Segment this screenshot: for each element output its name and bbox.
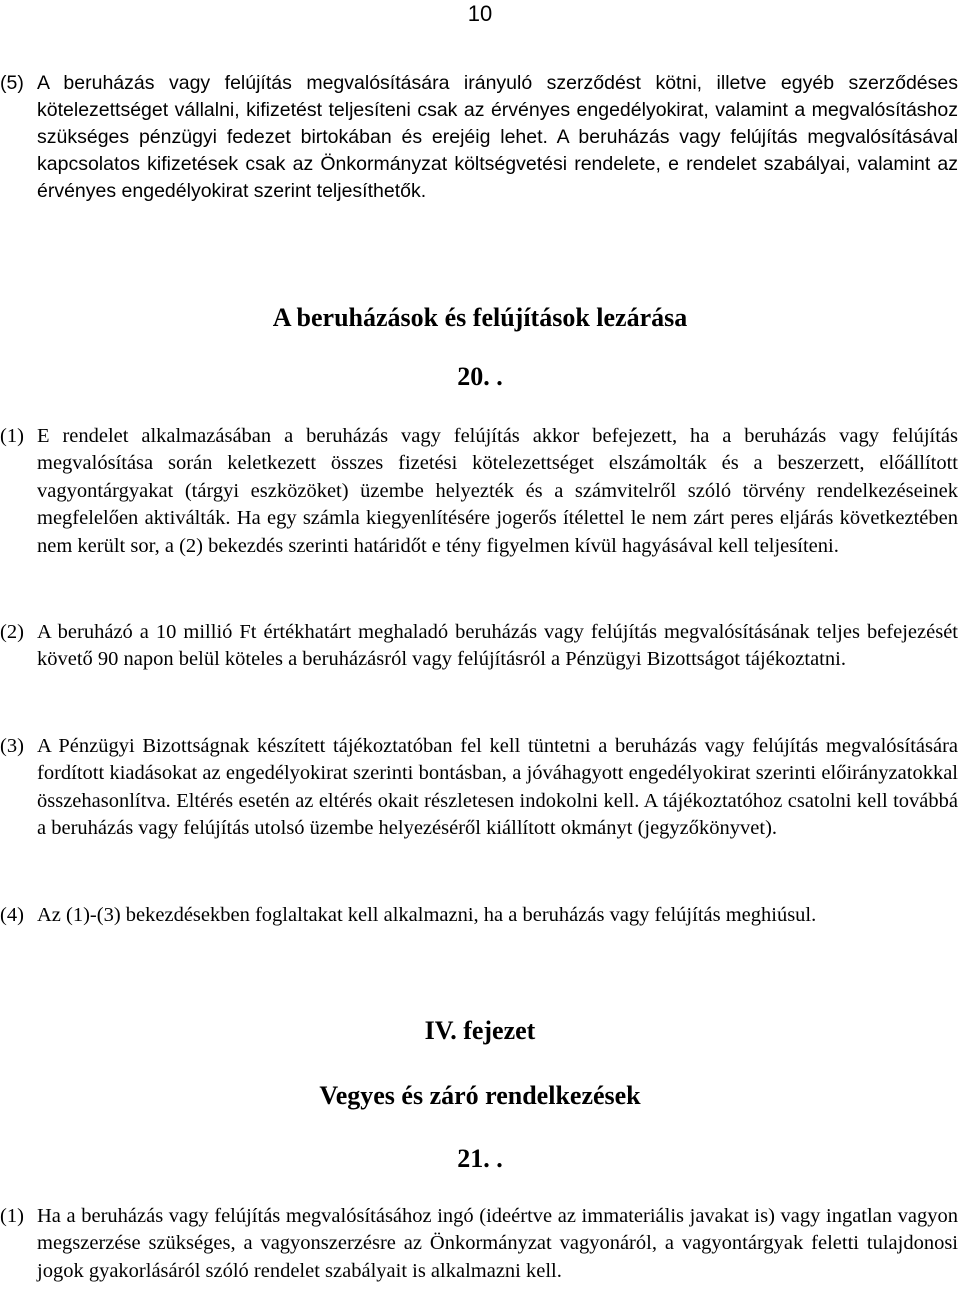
article-20-paragraph-1	[0, 423, 960, 560]
paragraph-number: (3)	[0, 735, 24, 757]
paragraph-text: A beruházó a 10 millió Ft értékhatárt meghaladó beruházás vagy felújítás megvalósításának teljes befejezését követő 90 napon belül köteles a beruházásról vagy felújításról a Pénzügyi Bizottságot tájékoztatni.	[37, 621, 958, 671]
paragraph-number: (2)	[0, 621, 24, 643]
paragraph-number: (1)	[0, 1205, 24, 1227]
section-title: A beruházások és felújítások lezárása	[272, 303, 688, 332]
article-20-paragraph-4	[0, 902, 960, 929]
article-21-paragraph-1	[0, 1203, 960, 1285]
paragraph-number: (5)	[0, 72, 24, 94]
paragraph-5	[0, 70, 960, 205]
paragraph-text: Az (1)-(3) bekezdésekben foglaltakat kell alkalmazni, ha a beruházás vagy felújítás meghiúsul.	[37, 904, 817, 926]
article-20-paragraph-3	[0, 733, 960, 843]
article-number-20: 20. .	[457, 362, 503, 391]
chapter-subtitle: Vegyes és záró rendelkezések	[319, 1081, 641, 1110]
chapter-title: IV. fejezet	[424, 1016, 536, 1045]
paragraph-text: A Pénzügyi Bizottságnak készített tájékoztatóban fel kell tüntetni a beruházás vagy felújítás megvalósítására fordított kiadásokat az engedélyokirat szerinti bontásban, a jóváhagyott engedélyokirat szerinti előirányzatokkal összehasonlítva. Eltérés esetén az eltérés okait részletesen indokolni kell. A tájékoztatóhoz csatolni kell továbbá a beruházás vagy felújítás utolsó üzembe helyezéséről kiállított okmányt (jegyzőkönyvet).	[37, 735, 958, 840]
paragraph-text: E rendelet alkalmazásában a beruházás vagy felújítás akkor befejezett, ha a beruházás vagy felújítás megvalósítása során keletkezett összes fizetési kötelezettséget elszámolták és a beszerzett, előállított vagyontárgyakat (tárgyi eszközöket) üzembe helyezték és a számvitelről szóló törvény rendelkezéseinek megfelelően aktiválták. Ha egy számla kiegyenlítésére jogerős ítélettel le nem zárt peres eljárás következtében nem került sor, a (2) bekezdés szerinti határidőt e tény figyelmen kívül hagyásával kell teljesíteni.	[37, 425, 958, 557]
paragraph-text: A beruházás vagy felújítás megvalósítására irányuló szerződést kötni, illetve egyéb szerződéses kötelezettséget vállalni, kifizetést teljesíteni csak az érvényes engedélyokirat, valamint a megvalósításhoz szükséges pénzügyi fedezet birtokában és erejéig lehet. A beruházás vagy felújítás megvalósításával kapcsolatos kifizetések csak az Önkormányzat költségvetési rendelete, e rendelet szabályai, valamint az érvényes engedélyokirat szerint teljesíthetők.	[37, 72, 958, 202]
paragraph-text: Ha a beruházás vagy felújítás megvalósításához ingó (ideértve az immateriális javakat is) vagy ingatlan vagyon megszerzése szükséges, a vagyonszerzésre az Önkormányzat vagyonáról, a vagyontárgyak feletti tulajdonosi jogok gyakorlásáról szóló rendelet szabályait is alkalmazni kell.	[37, 1205, 958, 1282]
paragraph-number: (1)	[0, 425, 24, 447]
paragraph-number: (4)	[0, 904, 24, 926]
article-number-21: 21. .	[457, 1144, 503, 1173]
page-number: 10	[467, 1, 493, 26]
article-20-paragraph-2	[0, 619, 960, 674]
